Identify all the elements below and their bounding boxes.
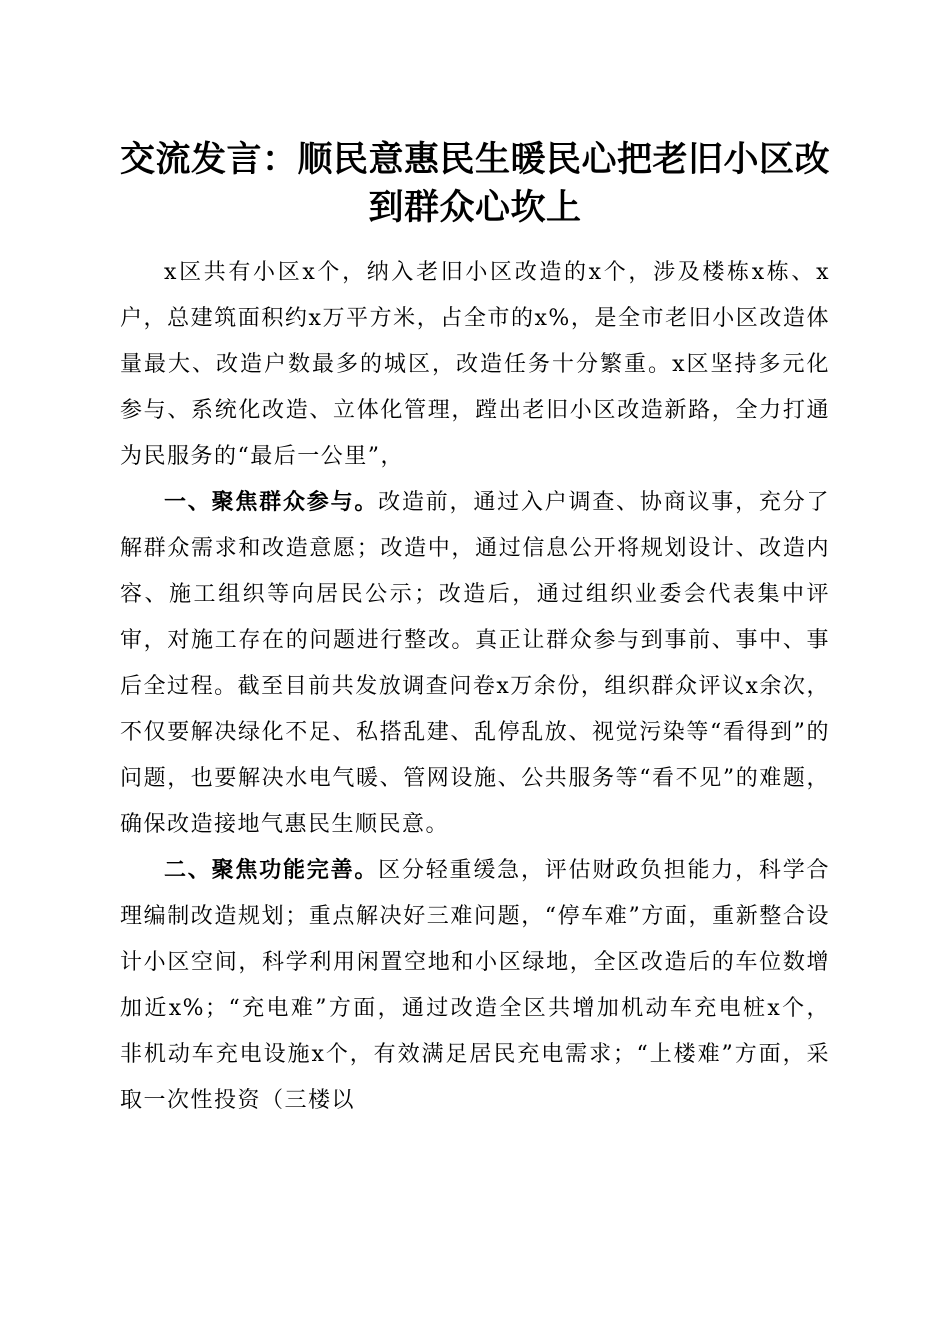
title-line-2: 到群众心坎上 (368, 188, 582, 228)
section-2-text: 区分轻重缓急，评估财政负担能力，科学合理编制改造规划；重点解决好三难问题，“停车难”方面，重新整合设计小区空间，科学利用闲置空地和小区绿地，全区改造后的车位数增加近x%；“充电难”方面，通过改造全区共增加机动车充电桩x个，非机动车充电设施x个，有效满足居民充电需求；“上楼难”方面，采取一次性投资（三楼以 (120, 858, 830, 1113)
section-1-heading: 一、聚焦群众参与。 (164, 490, 379, 515)
paragraph-intro (120, 250, 830, 480)
document-title (110, 136, 840, 232)
section-2-heading: 二、聚焦功能完善。 (164, 858, 379, 883)
paragraph-intro-text: x区共有小区x个，纳入老旧小区改造的x个，涉及楼栋x栋、x户，总建筑面积约x万平方米，占全市的x%，是全市老旧小区改造体量最大、改造户数最多的城区，改造任务十分繁重。x区坚持多元化参与、系统化改造、立体化管理，蹚出老旧小区改造新路，全力打通为民服务的“最后一公里”， (120, 260, 830, 469)
paragraph-section-2 (120, 848, 830, 1124)
document-body (120, 250, 830, 1124)
title-line-1: 交流发言：顺民意惠民生暖民心把老旧小区改 (119, 140, 830, 180)
section-1-text: 改造前，通过入户调查、协商议事，充分了解群众需求和改造意愿；改造中，通过信息公开将规划设计、改造内容、施工组织等向居民公示；改造后，通过组织业委会代表集中评审，对施工存在的问题进行整改。真正让群众参与到事前、事中、事后全过程。截至目前共发放调查问卷x万余份，组织群众评议x余次，不仅要解决绿化不足、私搭乱建、乱停乱放、视觉污染等“看得到”的问题，也要解决水电气暖、管网设施、公共服务等“看不见”的难题，确保改造接地气惠民生顺民意。 (120, 490, 830, 837)
paragraph-section-1 (120, 480, 830, 848)
